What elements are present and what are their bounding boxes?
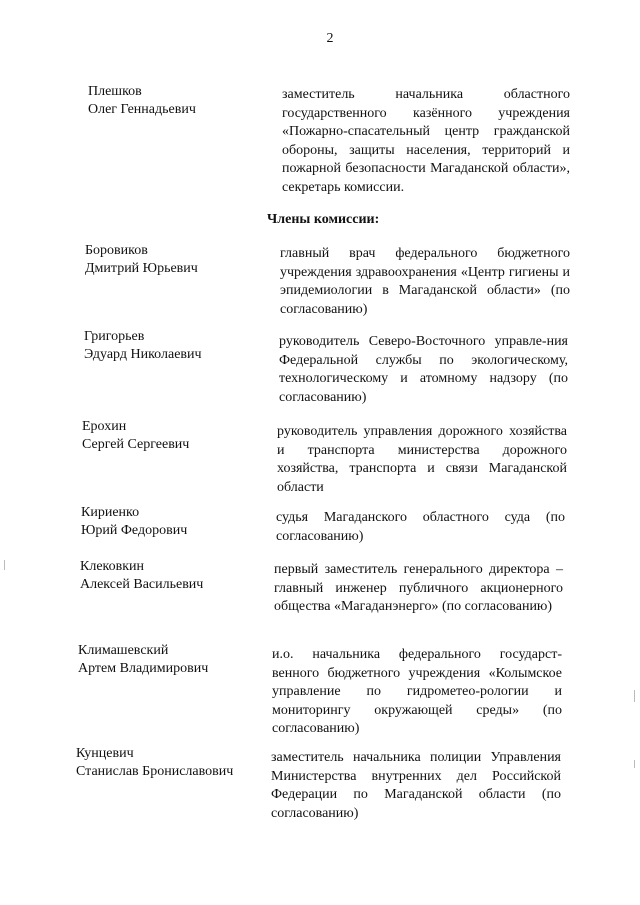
scan-artifact [634, 760, 635, 768]
member-name [85, 242, 198, 278]
member-role: заместитель начальника полиции Управления Министерства внутренних дел Российской Федерации по Магаданской области (по согласованию) [271, 750, 561, 821]
member-role: и.о. начальника федерального государст-венного бюджетного учреждения «Колымское управление по гидрометео-рологии и мониторингу окружающей среды» (по согласованию) [272, 647, 562, 736]
person-surname: Клековкин [80, 559, 145, 574]
person-surname: Боровиков [85, 243, 148, 258]
member-name [80, 558, 203, 594]
person-surname: Ерохин [82, 419, 127, 434]
member-role: главный врач федерального бюджетного учреждения здравоохранения «Центр гигиены и эпидемиологии в Магаданской области» (по согласованию) [280, 246, 570, 317]
person-given-names: Дмитрий Юрьевич [85, 261, 198, 276]
member-role: руководитель Северо-Восточного управле-ния Федеральной службы по экологическому, технологическому и атомному надзору (по согласованию) [279, 334, 568, 405]
member-name [78, 642, 208, 678]
person-given-names: Олег Геннадьевич [88, 102, 196, 117]
member-name [81, 504, 187, 540]
person-surname: Кириенко [81, 505, 140, 520]
person-given-names: Артем Владимирович [78, 661, 209, 676]
scan-artifact [634, 690, 635, 702]
scan-artifact [4, 560, 5, 570]
member-name [76, 745, 233, 781]
secretary-name [88, 83, 196, 119]
person-given-names: Сергей Сергеевич [82, 437, 190, 452]
person-surname: Кунцевич [76, 746, 134, 761]
page-number: 2 [326, 31, 334, 46]
member-role: руководитель управления дорожного хозяйства и транспорта министерства дорожного хозяйства, транспорта и связи Магаданской области [277, 424, 567, 495]
member-name [84, 328, 202, 364]
person-given-names: Станислав Брониславович [76, 764, 234, 779]
person-given-names: Алексей Васильевич [80, 577, 204, 592]
person-given-names: Эдуард Николаевич [84, 347, 202, 362]
secretary-role: заместитель начальника областного государственного казённого учреждения «Пожарно-спасательный центр гражданской обороны, защиты населения, территорий и пожарной безопасности Магаданской области», секретарь комиссии. [282, 87, 570, 195]
member-role: первый заместитель генерального директора – главный инженер публичного акционерного общества «Магаданэнерго» (по согласованию) [274, 562, 563, 614]
person-surname: Плешков [88, 84, 142, 99]
member-name [82, 418, 189, 454]
section-title: Члены комиссии: [267, 212, 380, 227]
person-given-names: Юрий Федорович [81, 523, 188, 538]
person-surname: Григорьев [84, 329, 145, 344]
person-surname: Климашевский [78, 643, 169, 658]
member-role: судья Магаданского областного суда (по согласованию) [276, 510, 565, 544]
